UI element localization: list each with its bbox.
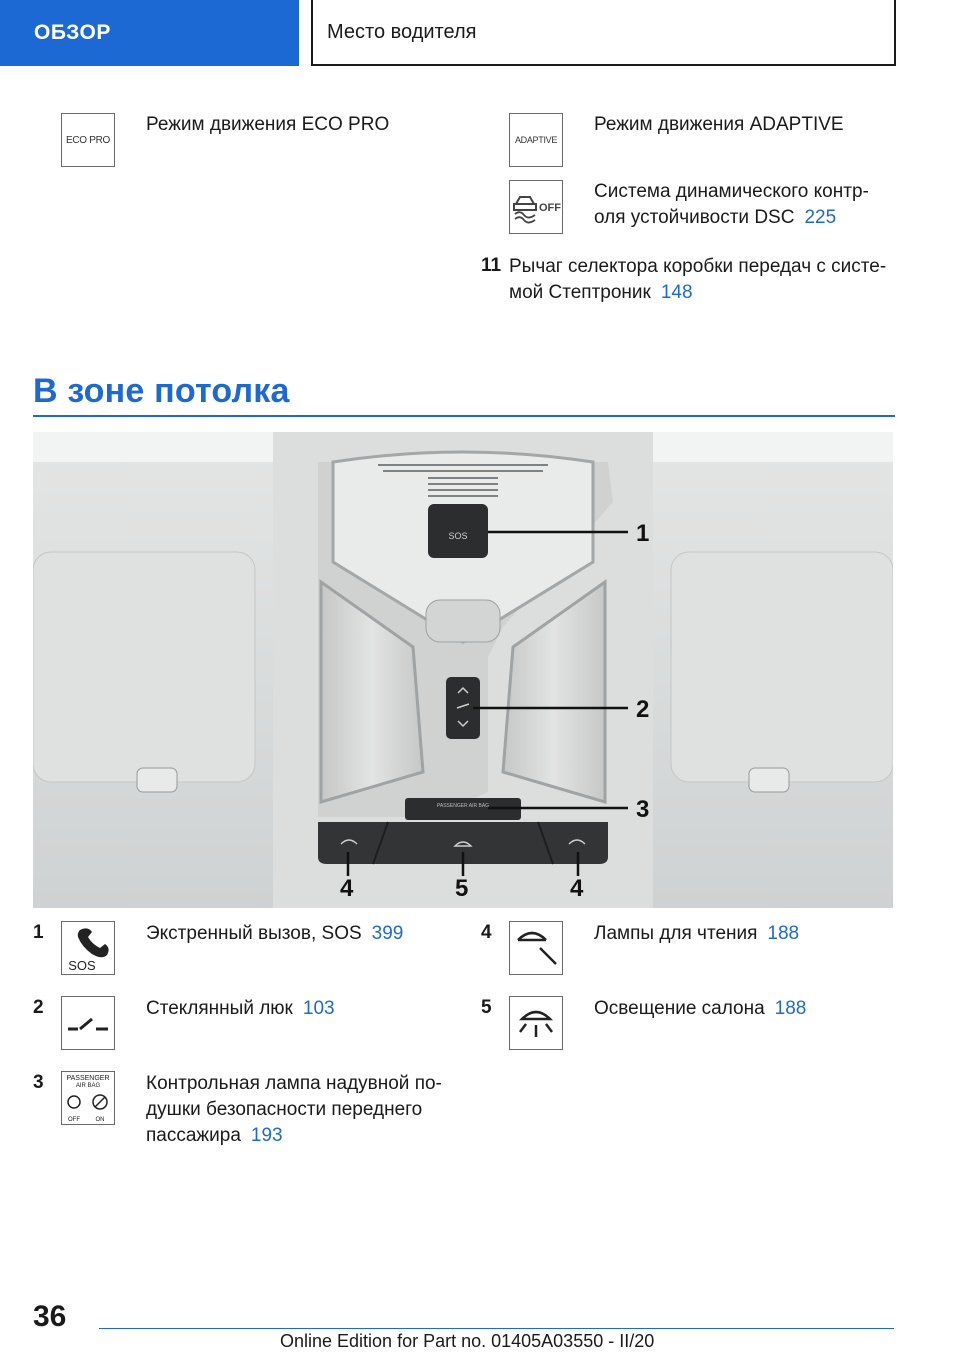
legend-2-label bbox=[146, 996, 335, 1022]
legend-5-page-ref[interactable]: 188 bbox=[774, 998, 807, 1019]
airbag-icon-text-top: PASSENGER bbox=[66, 1075, 110, 1082]
callout-2: 2 bbox=[636, 696, 650, 723]
left-sun-visor[interactable] bbox=[33, 552, 255, 782]
page-number: 36 bbox=[33, 1300, 67, 1333]
airbag-indicator-label: PASSENGER AIR BAG bbox=[436, 803, 490, 809]
sos-phone-icon bbox=[61, 921, 115, 975]
item-11-line2 bbox=[509, 280, 886, 306]
eco-pro-icon-text: ECO PRO bbox=[65, 134, 111, 146]
callout-4-left: 4 bbox=[340, 875, 354, 902]
heading-rule bbox=[33, 415, 895, 417]
legend-1-number: 1 bbox=[33, 922, 44, 943]
legend-5-number: 5 bbox=[481, 997, 492, 1018]
glass-sunroof-icon bbox=[61, 996, 115, 1050]
legend-4-page-ref[interactable]: 188 bbox=[767, 923, 800, 944]
reading-lamp-icon bbox=[509, 921, 563, 975]
airbag-icon-off: OFF bbox=[68, 1117, 80, 1123]
right-visor-clip bbox=[749, 768, 789, 792]
callout-4-right: 4 bbox=[570, 875, 584, 902]
overhead-console-photo bbox=[33, 432, 893, 908]
sos-button-label: SOS bbox=[448, 531, 468, 541]
adaptive-icon-text: ADAPTIVE bbox=[514, 135, 558, 145]
passenger-airbag-icon bbox=[61, 1071, 115, 1125]
callout-3: 3 bbox=[636, 796, 650, 823]
footer-rule bbox=[99, 1328, 894, 1329]
legend-3-line2: душки безопасности переднего bbox=[146, 1099, 423, 1120]
eco-pro-icon bbox=[61, 113, 115, 167]
interior-light-icon bbox=[509, 996, 563, 1050]
item-11-number: 11 bbox=[481, 255, 502, 276]
legend-4-label bbox=[594, 921, 799, 947]
legend-5-label bbox=[594, 996, 806, 1022]
callout-5: 5 bbox=[455, 875, 469, 902]
dsc-label-line2-text: оля устойчивости DSC bbox=[594, 207, 795, 228]
legend-3-line3 bbox=[146, 1123, 442, 1149]
dsc-label-line2 bbox=[594, 205, 869, 231]
section-heading: В зоне потолка bbox=[33, 372, 290, 410]
item-11-page-ref[interactable]: 148 bbox=[660, 282, 693, 303]
section-tab[interactable]: ОБЗОР bbox=[0, 0, 299, 66]
sos-icon-text: SOS bbox=[68, 958, 96, 973]
legend-4-text: Лампы для чтения bbox=[594, 923, 758, 944]
legend-3-line3-text: пассажира bbox=[146, 1125, 241, 1146]
legend-5-text: Освещение салона bbox=[594, 998, 765, 1019]
legend-2-page-ref[interactable]: 103 bbox=[302, 998, 335, 1019]
page-title: Место водителя bbox=[311, 0, 896, 66]
item-11-line2-text: мой Стептроник bbox=[509, 282, 651, 303]
item-11-label bbox=[509, 254, 886, 306]
legend-3-line1: Контрольная лампа надувной по- bbox=[146, 1073, 442, 1094]
legend-3-page-ref[interactable]: 193 bbox=[250, 1125, 283, 1146]
adaptive-label: Режим движения ADAPTIVE bbox=[594, 114, 844, 135]
dsc-off-icon bbox=[509, 180, 563, 234]
footer-edition: Online Edition for Part no. 01405A03550 - II/20 bbox=[280, 1331, 655, 1351]
legend-1-label bbox=[146, 921, 403, 947]
legend-4-number: 4 bbox=[481, 922, 492, 943]
dsc-label-line1: Система динамического контр- bbox=[594, 181, 869, 202]
legend-1-page-ref[interactable]: 399 bbox=[371, 923, 404, 944]
dsc-off-text: OFF bbox=[539, 202, 561, 214]
adaptive-icon bbox=[509, 113, 563, 167]
dsc-page-ref[interactable]: 225 bbox=[804, 207, 837, 228]
right-sun-visor[interactable] bbox=[671, 552, 893, 782]
legend-2-number: 2 bbox=[33, 997, 44, 1018]
legend-1-text: Экстренный вызов, SOS bbox=[146, 923, 362, 944]
airbag-icon-text-mid: AIR BAG bbox=[75, 1083, 101, 1089]
dsc-label bbox=[594, 179, 869, 231]
legend-3-number: 3 bbox=[33, 1072, 44, 1093]
airbag-icon-on: ON bbox=[95, 1117, 105, 1123]
dsc-car-icon bbox=[511, 190, 561, 224]
sensor-housing bbox=[426, 600, 500, 642]
left-visor-clip bbox=[137, 768, 177, 792]
legend-2-text: Стеклянный люк bbox=[146, 998, 293, 1019]
callout-1: 1 bbox=[636, 520, 650, 547]
eco-pro-label: Режим движения ECO PRO bbox=[146, 114, 390, 135]
item-11-line1: Рычаг селектора коробки передач с систе- bbox=[509, 256, 887, 277]
legend-3-label bbox=[146, 1071, 442, 1149]
